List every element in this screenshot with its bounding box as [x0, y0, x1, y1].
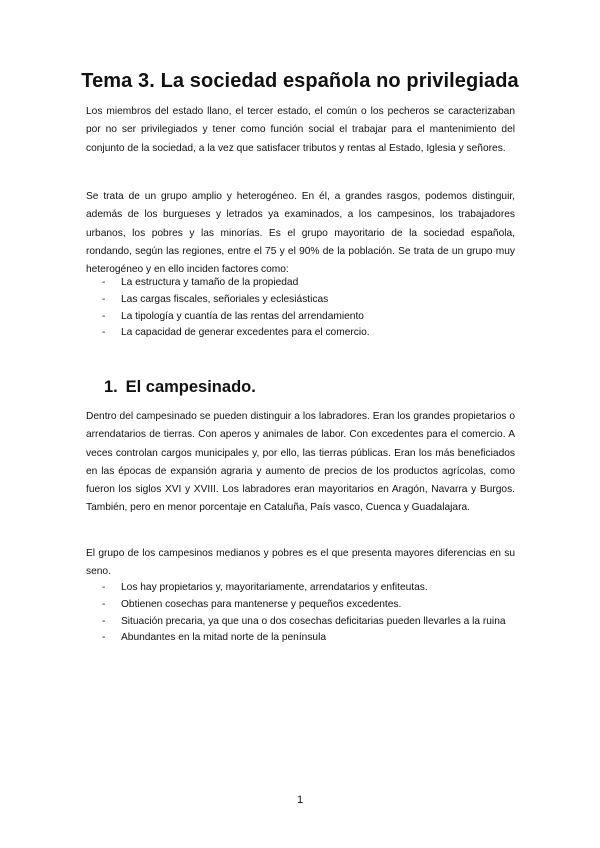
list-item: - La tipología y cuantía de las rentas del arrendamiento [102, 309, 517, 326]
factors-list [102, 275, 517, 342]
intro-paragraph: Los miembros del estado llano, el tercer estado, el común o los pecheros se caracterizaban por no ser privilegiados y tener como función social el trabajar para el mantenimiento del conjunto de la sociedad, a la vez que satisfacer tributos y rentas al Estado, Iglesia y señores. [86, 106, 515, 154]
page-number: 1 [296, 794, 304, 806]
list-item: - La estructura y tamaño de la propiedad [102, 275, 517, 292]
list-item: - La capacidad de generar excedentes para el comercio. [102, 325, 517, 342]
list-item: - Obtienen cosechas para mantenerse y pequeños excedentes. [102, 597, 517, 614]
page-title: Tema 3. La sociedad española no privilegiada [81, 70, 519, 92]
section-paragraph-1: Dentro del campesinado se pueden distinguir a los labradores. Eran los grandes propietarios o arrendatarios de tierras. Con aperos y animales de labor. Con excedentes para el comercio. A veces controlan cargos municipales y, por ello, las tierras públicas. Eran los más beneficiados en las épocas de expansión agraria y aumento de precios de los productos agrícolas, como fueron los siglos XVI y XVIII. Los labradores eran mayoritarios en Aragón, Navarra y Burgos. También, pero en menor porcentaje en Cataluña, País vasco, Cuenca y Guadalajara. [86, 411, 515, 514]
list-item: - Las cargas fiscales, señoriales y eclesiásticas [102, 292, 517, 309]
second-paragraph: Se trata de un grupo amplio y heterogéneo. En él, a grandes rasgos, podemos distinguir, además de los burgueses y letrados ya examinados, a los campesinos, los trabajadores urbanos, los pobres y las minorías. Es el grupo mayoritario de la sociedad española, rondando, según las regiones, entre el 75 y el 90% de la población. Se trata de un grupo muy heterogéneo y en ello inciden factores como: [86, 191, 515, 276]
section-title: El campesinado. [125, 378, 256, 396]
list-item: - Situación precaria, ya que una o dos cosechas deficitarias pueden llevarles a la ruina [102, 614, 517, 631]
list-item: - Los hay propietarios y, mayoritariamente, arrendatarios y enfiteutas. [102, 580, 517, 597]
section-number: 1. [104, 378, 118, 396]
section-paragraph-2: El grupo de los campesinos medianos y pobres es el que presenta mayores diferencias en su seno. [86, 548, 515, 578]
campesinos-list [102, 580, 517, 647]
section-heading [104, 378, 256, 397]
list-item: - Abundantes en la mitad norte de la península [102, 630, 517, 647]
